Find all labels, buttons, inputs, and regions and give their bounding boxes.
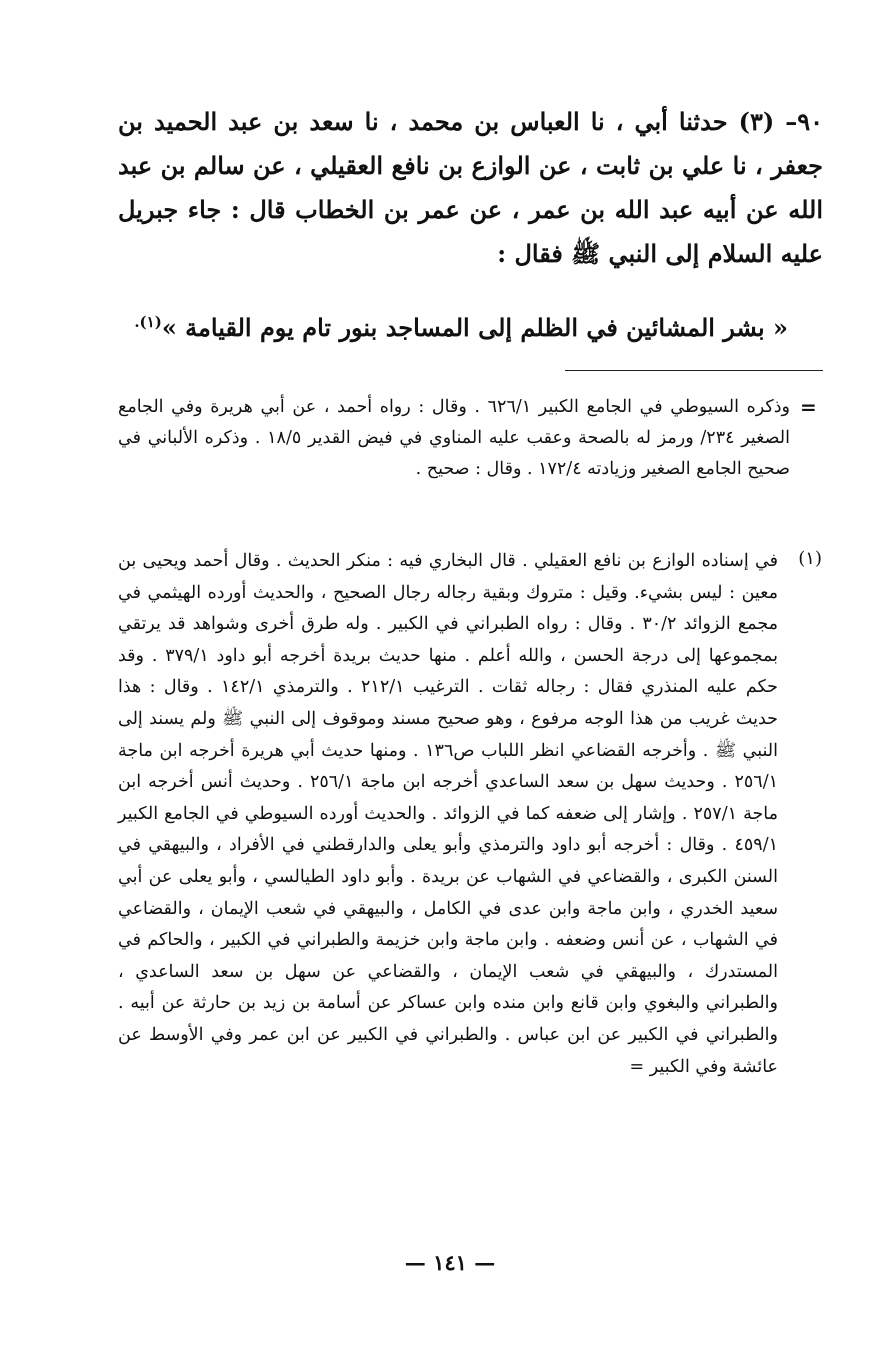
continuation-mark: = bbox=[800, 395, 817, 419]
page-number: — ١٤١ — bbox=[404, 1250, 496, 1275]
footnote-continuation: وذكره السيوطي في الجامع الكبير ٦٢٦/١ . وقال : رواه أحمد ، عن أبي هريرة وفي الجامع الصغير ٢٣٤/ ورمز له بالصحة وعقب عليه المناوي في فيض القدير ١٨/٥ . وذكره الألباني في صحيح الجامع الصغير وزيادته ١٧٢/٤ . وقال : صحيح . bbox=[118, 397, 790, 479]
hadith-number: ٩٠ bbox=[797, 107, 823, 136]
hadith-matn bbox=[118, 300, 788, 350]
hadith-quote: « بشر المشائين في الظلم إلى المساجد بنور تام يوم القيامة » bbox=[161, 313, 788, 342]
footnote-divider bbox=[565, 370, 823, 371]
footnote-1: في إسناده الوازع بن نافع العقيلي . قال البخاري فيه : منكر الحديث . وقال أحمد ويحيى بن معين : ليس بشيء. وقيل : متروك وبقية رجاله رجال الصحيح ، والحديث أورده الهيثمي في مجمع الزوائد ٣٠/٢ . وقال : رواه الطبراني في الكبير . وله طرق أخرى وشواهد قد يرتقي بمجموعها إلى درجة الحسن ، والله أعلم . منها حديث بريدة أخرجه أبو داود ٣٧٩/١ . وقد حكم عليه المنذري فقال : رجاله ثقات . الترغيب ٢١٢/١ . والترمذي ١٤٢/١ . وقال : هذا حديث غريب من هذا الوجه مرفوع ، وهو صحيح مسند وموقوف إلى النبي ﷺ ولم يسند إلى النبي ﷺ . وأخرجه القضاعي انظر اللباب ص١٣٦ . ومنها حديث أبي هريرة أخرجه ابن ماجة ٢٥٦/١ . وحديث سهل بن سعد الساعدي أخرجه ابن ماجة ٢٥٦/١ . وحديث أنس أخرجه ابن ماجة ٢٥٧/١ . وإشار إلى ضعفه كما في الزوائد . والحديث أورده السيوطي في الجامع الكبير ٤٥٩/١ . وقال : أخرجه أبو داود والترمذي وأبو يعلى والدارقطني في الأفراد ، والبيهقي في السنن الكبرى ، والقضاعي في الشهاب عن بريدة . وأبو داود الطيالسي ، وأبو يعلى عن أبي سعيد الخدري ، وابن ماجة وابن عدى في الكامل ، والبيهقي في شعب الإيمان ، والقضاعي في الشهاب ، عن أنس وضعفه . وابن ماجة وابن خزيمة والطبراني في الكبير ، والحاكم في المستدرك ، والبيهقي في شعب الإيمان ، والقضاعي عن سهل بن سعد الساعدي ، والطبراني والبغوي وابن قانع وابن منده وابن عساكر عن أسامة بن زيد بن حارثة عن أبيه . والطبراني في الكبير عن ابن عباس . والطبراني في الكبير عن ابن عمر وفي الأوسط عن عائشة وفي الكبير = bbox=[118, 551, 778, 1077]
hadith-sub-number: (٣) bbox=[738, 107, 775, 136]
hadith-isnad: ، نا العباس بن محمد ، نا سعد بن عبد الحميد بن جعفر ، نا علي بن ثابت ، عن الوازع بن نافع العقيلي ، عن سالم بن عبد الله عن أبيه عبد الله بن عمر ، عن عمر بن الخطاب قال : جاء جبريل عليه السلام إلى النبي ﷺ فقال : bbox=[118, 107, 823, 268]
hadith-block bbox=[118, 100, 823, 276]
hadith-paragraph: ٩٠– (٣) حدثنا أبي ، نا العباس بن محمد ، نا سعد بن عبد الحميد بن جعفر ، نا علي بن ثابت ، عن الوازع بن نافع العقيلي ، عن سالم بن عبد الله عن أبيه عبد الله بن عمر ، عن عمر بن الخطاب قال : جاء جبريل عليه السلام إلى النبي ﷺ فقال : bbox=[118, 107, 823, 268]
hadith-opening: حدثنا أبي bbox=[634, 107, 728, 136]
footnote-1-number: (١) bbox=[798, 548, 822, 569]
footnote-ref: (١). bbox=[134, 313, 162, 331]
